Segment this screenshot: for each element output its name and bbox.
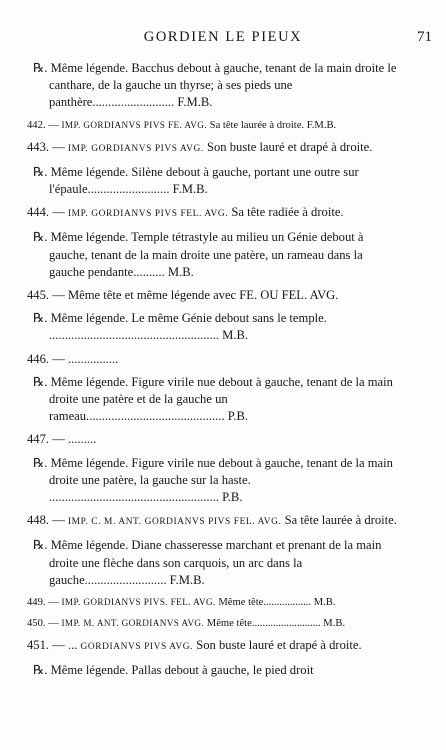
entry-number: 445. — [27, 288, 50, 303]
coin-entry: 450. — IMP. M. ANT. GORDIANVS AVG. Même tête.......................... M.B. — [27, 618, 346, 630]
reverse-description: ℞. Même légende. Figure virile nue debout à gauche, tenant de la main droite une patère et de la gauche un rameau............................................ P.B. — [33, 374, 393, 424]
entry-text: Même tête.......................... M.B. — [206, 618, 346, 630]
obverse-legend: IMP. GORDIANVS PIVS. FEL. AVG. — [61, 597, 216, 608]
entry-text: Son buste lauré et drapé à droite. — [196, 638, 362, 653]
entry-text: Sa tête laurée à droite. F.M.B. — [209, 119, 337, 131]
obverse-legend: GORDIANVS PIVS AVG. — [80, 642, 194, 653]
entry-number: 444. — [27, 205, 50, 220]
entry-text: Sa tête laurée à droite. — [284, 513, 397, 528]
coin-entry: 442. — IMP. GORDIANVS PIVS FE. AVG. Sa tête laurée à droite. F.M.B. — [27, 119, 337, 131]
catalogue-body — [0, 60, 446, 685]
obverse-legend: IMP. C. M. ANT. GORDIANVS PIVS FEL. AVG. — [67, 517, 282, 528]
coin-entry: 449. — IMP. GORDIANVS PIVS. FEL. AVG. Même tête.................. M.B. — [27, 597, 336, 609]
coin-entry: 446. — ................ — [27, 351, 119, 366]
entry-number: 443. — [27, 139, 50, 154]
obverse-legend: IMP. GORDIANVS PIVS FEL. AVG. — [67, 209, 229, 220]
coin-entry: 443. — IMP. GORDIANVS PIVS AVG. Son buste lauré et drapé à droite. — [27, 139, 373, 154]
obverse-legend: IMP. M. ANT. GORDIANVS AVG. — [61, 618, 205, 629]
coin-entry: 451. — ... GORDIANVS PIVS AVG. Son buste lauré et drapé à droite. — [27, 638, 362, 653]
reverse-description: ℞. Même légende. Le même Génie debout sans le temple. ...................................................... M.B. — [33, 311, 327, 343]
reverse-description: ℞. Même légende. Figure virile nue debout à gauche, tenant de la main droite une patère, la gauche sur la haste. ...................................................... P.B. — [33, 455, 393, 505]
reverse-description: ℞. Même légende. Temple tétrastyle au milieu un Génie debout à gauche, tenant de la main droite une patère, un rameau dans la gauche pendante.......... M.B. — [33, 230, 364, 279]
obverse-legend: IMP. GORDIANVS PIVS FE. AVG. — [61, 119, 208, 130]
reverse-description: ℞. Même légende. Bacchus debout à gauche, tenant de la main droite le canthare, de la gauche un thyrse; à ses pieds une panthère.......................... F.M.B. — [33, 61, 397, 110]
coin-entry: 444. — IMP. GORDIANVS PIVS FEL. AVG. Sa tête radiée à droite. — [27, 205, 344, 220]
coin-entry: 447. — ......... — [27, 432, 97, 447]
coin-entry: 445. — Même tête et même légende avec FE. OU FEL. AVG. — [27, 288, 339, 303]
entry-number: 448. — [27, 513, 50, 528]
reverse-description: ℞. Même légende. Diane chasseresse marchant et prenant de la main droite une flèche dans son carquois, un arc dans la gauche.......................... F.M.B. — [33, 538, 382, 587]
entry-number: 442. — [27, 119, 46, 131]
entry-number: 450. — [27, 618, 46, 630]
page-header — [0, 29, 446, 49]
entry-text: ......... — [67, 432, 97, 447]
entry-number: 447. — [27, 432, 50, 447]
entry-text: Son buste lauré et drapé à droite. — [206, 139, 373, 154]
page-number: 71 — [417, 29, 432, 45]
reverse-description: ℞. Même légende. Silène debout à gauche, portant une outre sur l'épaule.......................... F.M.B. — [33, 164, 359, 197]
coin-entry: 448. — IMP. C. M. ANT. GORDIANVS PIVS FEL. AVG. Sa tête laurée à droite. — [27, 513, 397, 528]
entry-number: 449. — [27, 597, 46, 609]
running-title: GORDIEN LE PIEUX — [143, 29, 303, 45]
entry-text: ................ — [67, 351, 119, 366]
obverse-legend: IMP. GORDIANVS PIVS AVG. — [67, 143, 204, 154]
entry-number: 446. — [27, 351, 50, 366]
entry-number: 451. — [27, 638, 50, 653]
reverse-description: ℞. Même légende. Pallas debout à gauche, le pied droit — [33, 663, 314, 678]
entry-text: Même tête.................. M.B. — [218, 597, 336, 609]
entry-text: Même tête et même légende avec FE. OU FEL. AVG. — [67, 288, 339, 303]
entry-text: Sa tête radiée à droite. — [231, 205, 344, 220]
